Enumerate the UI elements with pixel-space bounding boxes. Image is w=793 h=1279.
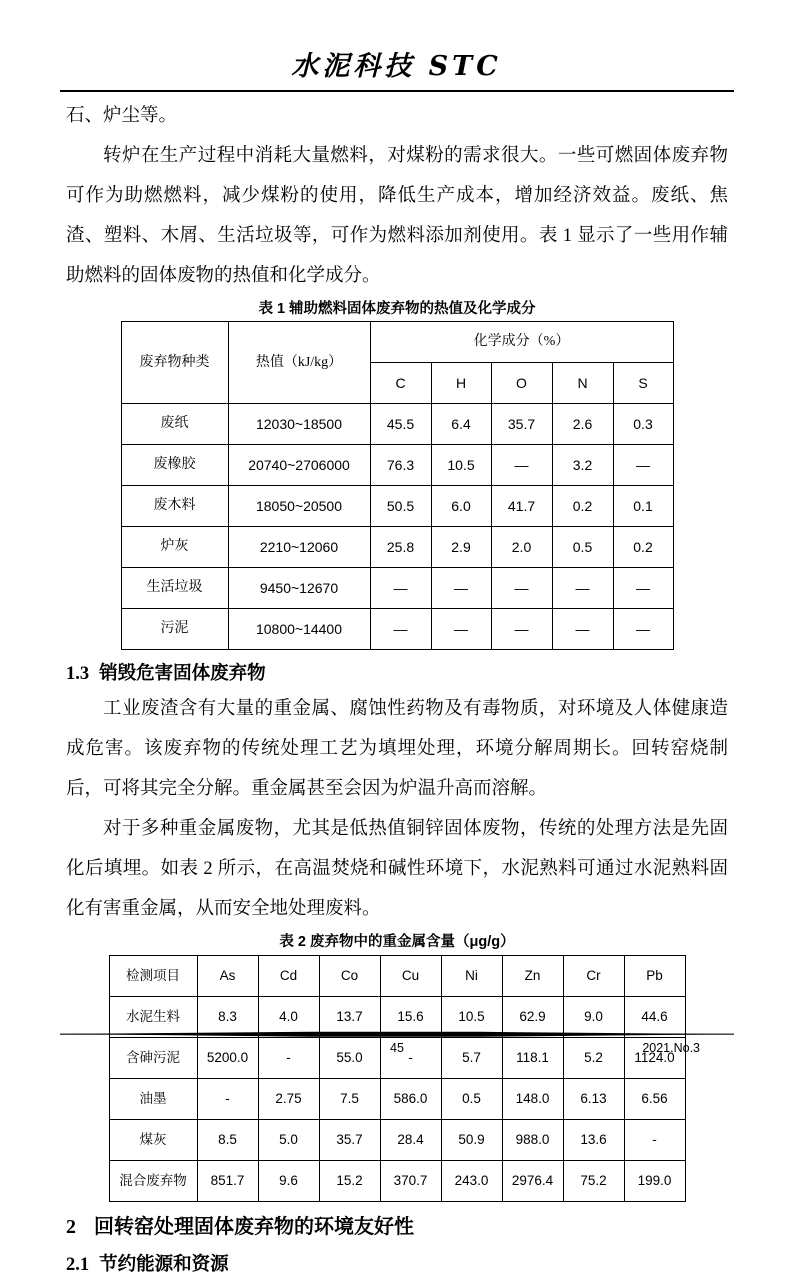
- value-cell: -: [624, 1120, 685, 1161]
- value-cell: 13.6: [563, 1120, 624, 1161]
- table-row: [121, 404, 673, 445]
- table-2-header-row: [109, 956, 685, 997]
- value-cell: 118.1: [502, 1038, 563, 1079]
- waste-type-cell: 废橡胶: [121, 445, 228, 486]
- table-2-header: Cr: [563, 956, 624, 997]
- table-1-col2-header: 热值（kJ/kg）: [228, 322, 370, 404]
- value-cell: —: [613, 568, 673, 609]
- value-cell: 9.0: [563, 997, 624, 1038]
- heat-value-cell: 9450~12670: [228, 568, 370, 609]
- value-cell: 2.0: [491, 527, 552, 568]
- table-row: [109, 1079, 685, 1120]
- section-number: 1.3: [66, 664, 90, 684]
- value-cell: 50.5: [370, 486, 431, 527]
- section-2-heading: [66, 1210, 728, 1244]
- table-1: [121, 321, 674, 650]
- value-cell: 41.7: [491, 486, 552, 527]
- section-title: 销毁危害固体废弃物: [99, 662, 266, 683]
- value-cell: 44.6: [624, 997, 685, 1038]
- table-row: [121, 445, 673, 486]
- table-row: [121, 568, 673, 609]
- table-1-col1-header: 废弃物种类: [121, 322, 228, 404]
- value-cell: 0.2: [613, 527, 673, 568]
- value-cell: 0.3: [613, 404, 673, 445]
- value-cell: —: [370, 609, 431, 650]
- section-1-3-heading: [66, 658, 728, 689]
- value-cell: -: [380, 1038, 441, 1079]
- value-cell: —: [613, 445, 673, 486]
- value-cell: 370.7: [380, 1161, 441, 1202]
- value-cell: 50.9: [441, 1120, 502, 1161]
- waste-type-cell: 炉灰: [121, 527, 228, 568]
- page-number: 45: [390, 1041, 404, 1055]
- section-title: 回转窑处理固体废弃物的环境友好性: [94, 1216, 414, 1238]
- value-cell: 13.7: [319, 997, 380, 1038]
- value-cell: 2.9: [431, 527, 491, 568]
- value-cell: 586.0: [380, 1079, 441, 1120]
- value-cell: 988.0: [502, 1120, 563, 1161]
- value-cell: 8.5: [197, 1120, 258, 1161]
- section-number: 2: [66, 1216, 76, 1238]
- value-cell: 0.2: [552, 486, 613, 527]
- value-cell: 5200.0: [197, 1038, 258, 1079]
- value-cell: 0.1: [613, 486, 673, 527]
- value-cell: 5.2: [563, 1038, 624, 1079]
- value-cell: 8.3: [197, 997, 258, 1038]
- item-cell: 混合废弃物: [109, 1161, 197, 1202]
- heat-value-cell: 12030~18500: [228, 404, 370, 445]
- value-cell: 5.7: [441, 1038, 502, 1079]
- table-2: [109, 955, 686, 1202]
- value-cell: —: [552, 568, 613, 609]
- item-cell: 煤灰: [109, 1120, 197, 1161]
- paragraph-2: 工业废渣含有大量的重金属、腐蚀性药物及有毒物质，对环境及人体健康造成危害。该废弃物的传统处理工艺为填埋处理，环境分解周期长。回转窑烧制后，可将其完全分解。重金属甚至会因为炉温升高而溶解。: [66, 699, 728, 799]
- table-1-element-header: O: [491, 363, 552, 404]
- table-2-header: Ni: [441, 956, 502, 997]
- waste-type-cell: 废木料: [121, 486, 228, 527]
- item-cell: 油墨: [109, 1079, 197, 1120]
- table-row: [109, 1120, 685, 1161]
- value-cell: —: [552, 609, 613, 650]
- value-cell: 5.0: [258, 1120, 319, 1161]
- table-1-caption: 表 1 辅助燃料固体废弃物的热值及化学成分: [258, 301, 536, 317]
- journal-title: 水泥科技 STC: [291, 51, 502, 82]
- table-row: [109, 1161, 685, 1202]
- value-cell: 35.7: [491, 404, 552, 445]
- value-cell: 10.5: [441, 997, 502, 1038]
- value-cell: 0.5: [441, 1079, 502, 1120]
- value-cell: 55.0: [319, 1038, 380, 1079]
- table-2-header: Cu: [380, 956, 441, 997]
- body-content: [0, 92, 793, 1279]
- waste-type-cell: 污泥: [121, 609, 228, 650]
- table-2-header: 检测项目: [109, 956, 197, 997]
- table-1-element-header: N: [552, 363, 613, 404]
- value-cell: —: [491, 568, 552, 609]
- value-cell: 9.6: [258, 1161, 319, 1202]
- table-1-header-row-1: [121, 322, 673, 363]
- heat-value-cell: 10800~14400: [228, 609, 370, 650]
- table-1-element-header: H: [431, 363, 491, 404]
- section-title: 节约能源和资源: [99, 1253, 229, 1274]
- item-cell: 水泥生料: [109, 997, 197, 1038]
- page-footer: [60, 1031, 734, 1057]
- value-cell: 1124.0: [624, 1038, 685, 1079]
- table-row: [121, 486, 673, 527]
- value-cell: 25.8: [370, 527, 431, 568]
- table-2-header: Co: [319, 956, 380, 997]
- value-cell: 15.6: [380, 997, 441, 1038]
- value-cell: 199.0: [624, 1161, 685, 1202]
- heat-value-cell: 18050~20500: [228, 486, 370, 527]
- paragraph-1: 转炉在生产过程中消耗大量燃料，对煤粉的需求很大。一些可燃固体废弃物可作为助燃燃料，减少煤粉的使用，降低生产成本，增加经济效益。废纸、焦渣、塑料、木屑、生活垃圾等，可作为燃料添加剂使用。表 1 显示了一些用作辅助燃料的固体废物的热值和化学成分。: [66, 146, 728, 286]
- heat-value-cell: 20740~2706000: [228, 445, 370, 486]
- value-cell: 62.9: [502, 997, 563, 1038]
- table-2-caption: 表 2 废弃物中的重金属含量（μg/g）: [279, 934, 515, 950]
- value-cell: 148.0: [502, 1079, 563, 1120]
- waste-type-cell: 生活垃圾: [121, 568, 228, 609]
- section-2-1-heading: [66, 1250, 728, 1279]
- waste-type-cell: 废纸: [121, 404, 228, 445]
- paragraph-intro: 石、炉尘等。: [66, 106, 178, 126]
- item-cell: 含砷污泥: [109, 1038, 197, 1079]
- table-1-group-header: 化学成分（%）: [370, 322, 673, 363]
- value-cell: 0.5: [552, 527, 613, 568]
- table-2-header: Pb: [624, 956, 685, 997]
- value-cell: 28.4: [380, 1120, 441, 1161]
- footer-row: [60, 1039, 734, 1057]
- value-cell: 2.6: [552, 404, 613, 445]
- value-cell: —: [431, 568, 491, 609]
- value-cell: 7.5: [319, 1079, 380, 1120]
- table-row: [121, 527, 673, 568]
- value-cell: 75.2: [563, 1161, 624, 1202]
- value-cell: —: [370, 568, 431, 609]
- value-cell: 2.75: [258, 1079, 319, 1120]
- value-cell: 45.5: [370, 404, 431, 445]
- value-cell: 10.5: [431, 445, 491, 486]
- issue-number: 2021.No.3: [642, 1041, 700, 1055]
- value-cell: -: [197, 1079, 258, 1120]
- value-cell: 243.0: [441, 1161, 502, 1202]
- value-cell: 6.4: [431, 404, 491, 445]
- value-cell: 2976.4: [502, 1161, 563, 1202]
- value-cell: 15.2: [319, 1161, 380, 1202]
- table-2-header: Zn: [502, 956, 563, 997]
- table-1-element-header: S: [613, 363, 673, 404]
- value-cell: 76.3: [370, 445, 431, 486]
- value-cell: —: [491, 445, 552, 486]
- table-2-header: As: [197, 956, 258, 997]
- value-cell: 6.13: [563, 1079, 624, 1120]
- value-cell: -: [258, 1038, 319, 1079]
- table-2-header: Cd: [258, 956, 319, 997]
- value-cell: 6.0: [431, 486, 491, 527]
- value-cell: —: [431, 609, 491, 650]
- value-cell: 4.0: [258, 997, 319, 1038]
- footer-divider: [60, 1031, 734, 1038]
- value-cell: 3.2: [552, 445, 613, 486]
- section-number: 2.1: [66, 1255, 90, 1275]
- value-cell: —: [613, 609, 673, 650]
- value-cell: 35.7: [319, 1120, 380, 1161]
- value-cell: —: [491, 609, 552, 650]
- paragraph-3: 对于多种重金属废物，尤其是低热值铜锌固体废物，传统的处理方法是先固化后填埋。如表 2 所示，在高温焚烧和碱性环境下，水泥熟料可通过水泥熟料固化有害重金属，从而安全地处理废料。: [66, 819, 728, 919]
- table-1-element-header: C: [370, 363, 431, 404]
- heat-value-cell: 2210~12060: [228, 527, 370, 568]
- table-row: [121, 609, 673, 650]
- value-cell: 851.7: [197, 1161, 258, 1202]
- value-cell: 6.56: [624, 1079, 685, 1120]
